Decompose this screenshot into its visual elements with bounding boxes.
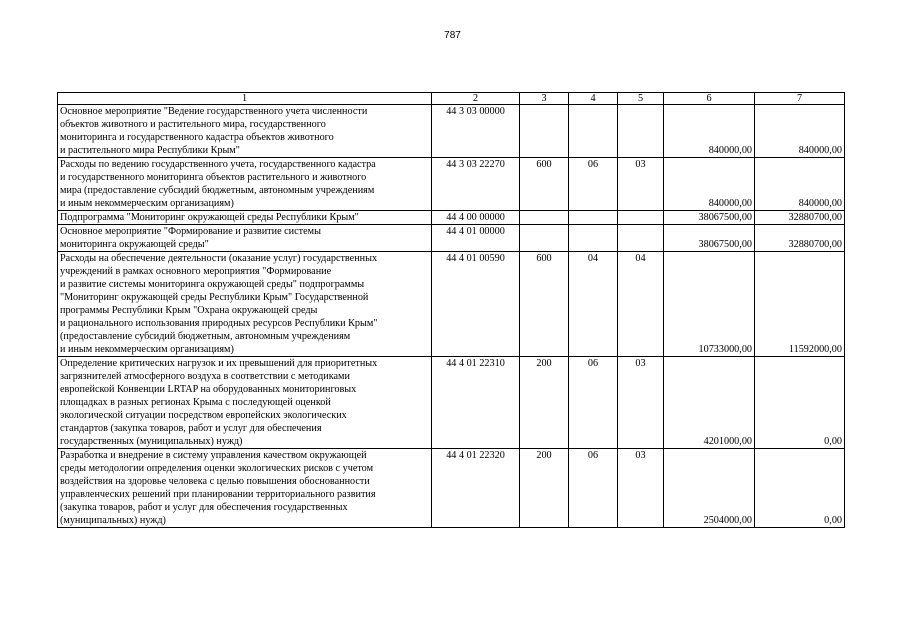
column-header: 2: [432, 93, 520, 105]
item-name-line: Расходы по ведению государственного учета, государственного кадастра: [60, 159, 376, 170]
section-cell: 06: [569, 158, 618, 211]
section-cell: 06: [569, 357, 618, 449]
item-name-line: "Мониторинг окружающей среды Республики Крым" Государственной: [60, 292, 369, 303]
target-code-cell: 44 4 01 00590: [432, 252, 520, 357]
item-name-line: (предоставление субсидий бюджетным, автономным учреждениям: [60, 331, 351, 342]
item-name-line: (муниципальных) нужд): [60, 515, 166, 526]
amount-year1-cell: 38067500,00: [664, 211, 755, 225]
item-name-line: среды методологии определения оценки экологических рисков с учетом: [60, 463, 374, 474]
section-cell: [569, 225, 618, 252]
column-header: 4: [569, 93, 618, 105]
budget-table: [57, 92, 845, 528]
item-name-line: и иным некоммерческим организациям): [60, 344, 234, 355]
table-row: [58, 211, 845, 225]
subsection-cell: 03: [618, 449, 664, 528]
expense-type-cell: 200: [520, 449, 569, 528]
section-cell: 04: [569, 252, 618, 357]
table-row: [58, 449, 845, 528]
amount-year1-cell: 840000,00: [664, 105, 755, 158]
item-name-line: Расходы на обеспечение деятельности (оказание услуг) государственных: [60, 253, 378, 264]
expense-type-cell: 200: [520, 357, 569, 449]
expense-type-cell: 600: [520, 158, 569, 211]
item-name-line: экологической ситуации посредством европейских экологических: [60, 410, 347, 421]
item-name-line: объектов животного и растительного мира, государственного: [60, 119, 326, 130]
target-code-cell: 44 4 01 22310: [432, 357, 520, 449]
page-number: 787: [444, 30, 461, 41]
amount-year1-cell: 10733000,00: [664, 252, 755, 357]
expense-type-cell: 600: [520, 252, 569, 357]
item-name-line: и развитие системы мониторинга окружающей среды" подпрограммы: [60, 279, 365, 290]
target-code-cell: 44 4 01 00000: [432, 225, 520, 252]
item-name-line: стандартов (закупка товаров, работ и услуг для обеспечения: [60, 423, 322, 434]
amount-year2-cell: 0,00: [755, 357, 845, 449]
amount-year1-cell: 840000,00: [664, 158, 755, 211]
expense-type-cell: [520, 211, 569, 225]
amount-year1-cell: 2504000,00: [664, 449, 755, 528]
amount-year2-cell: 32880700,00: [755, 225, 845, 252]
amount-year2-cell: 0,00: [755, 449, 845, 528]
table-row: [58, 105, 845, 158]
target-code-cell: 44 4 00 00000: [432, 211, 520, 225]
section-cell: 06: [569, 449, 618, 528]
subsection-cell: 04: [618, 252, 664, 357]
subsection-cell: 03: [618, 357, 664, 449]
table-row: [58, 252, 845, 357]
item-name-line: управленческих решений при планировании территориального развития: [60, 489, 376, 500]
header-row: [58, 93, 845, 105]
item-name-line: мира (предоставление субсидий бюджетным, автономным учреждениям: [60, 185, 375, 196]
amount-year2-cell: 11592000,00: [755, 252, 845, 357]
column-header: 7: [755, 93, 845, 105]
table-row: [58, 225, 845, 252]
item-name-line: загрязнителей атмосферного воздуха в соответствии с методиками: [60, 371, 350, 382]
item-name-line: Определение критических нагрузок и их превышений для приоритетных: [60, 358, 378, 369]
section-cell: [569, 211, 618, 225]
subsection-cell: [618, 105, 664, 158]
item-name-line: европейской Конвенции LRTAP на оборудованных мониторинговых: [60, 384, 357, 395]
subsection-cell: [618, 211, 664, 225]
item-name-cell: [58, 357, 432, 449]
amount-year2-cell: 32880700,00: [755, 211, 845, 225]
item-name-line: мониторинга и государственного кадастра объектов животного: [60, 132, 334, 143]
amount-year1-cell: 4201000,00: [664, 357, 755, 449]
column-header: 6: [664, 93, 755, 105]
item-name-line: и рационального использования природных ресурсов Республики Крым": [60, 318, 378, 329]
item-name-line: Основное мероприятие "Ведение государственного учета численности: [60, 106, 368, 117]
item-name-line: (закупка товаров, работ и услуг для обеспечения государственных: [60, 502, 348, 513]
amount-year2-cell: 840000,00: [755, 158, 845, 211]
subsection-cell: 03: [618, 158, 664, 211]
column-header: 5: [618, 93, 664, 105]
expense-type-cell: [520, 225, 569, 252]
amount-year1-cell: 38067500,00: [664, 225, 755, 252]
item-name-line: программы Республики Крым "Охрана окружающей среды: [60, 305, 318, 316]
item-name-line: воздействия на здоровье человека с целью повышения обоснованности: [60, 476, 370, 487]
item-name-line: мониторинга окружающей среды": [60, 239, 209, 250]
expense-type-cell: [520, 105, 569, 158]
item-name-cell: [58, 252, 432, 357]
item-name-line: и иным некоммерческим организациям): [60, 198, 234, 209]
item-name-line: Разработка и внедрение в систему управления качеством окружающей: [60, 450, 367, 461]
section-cell: [569, 105, 618, 158]
item-name-cell: [58, 225, 432, 252]
table-row: [58, 158, 845, 211]
amount-year2-cell: 840000,00: [755, 105, 845, 158]
column-header: 1: [58, 93, 432, 105]
subsection-cell: [618, 225, 664, 252]
column-header: 3: [520, 93, 569, 105]
item-name-line: Основное мероприятие "Формирование и развитие системы: [60, 226, 321, 237]
item-name-line: Подпрограмма "Мониторинг окружающей среды Республики Крым": [60, 212, 359, 223]
target-code-cell: 44 4 01 22320: [432, 449, 520, 528]
table-row: [58, 357, 845, 449]
target-code-cell: 44 3 03 22270: [432, 158, 520, 211]
item-name-cell: [58, 449, 432, 528]
target-code-cell: 44 3 03 00000: [432, 105, 520, 158]
item-name-line: учреждений в рамках основного мероприятия "Формирование: [60, 266, 332, 277]
item-name-line: и растительного мира Республики Крым": [60, 145, 240, 156]
item-name-line: государственных (муниципальных) нужд): [60, 436, 243, 447]
item-name-cell: [58, 158, 432, 211]
item-name-cell: [58, 211, 432, 225]
item-name-cell: [58, 105, 432, 158]
item-name-line: и государственного мониторинга объектов растительного и животного: [60, 172, 367, 183]
item-name-line: площадках в разных регионах Крыма с последующей оценкой: [60, 397, 331, 408]
